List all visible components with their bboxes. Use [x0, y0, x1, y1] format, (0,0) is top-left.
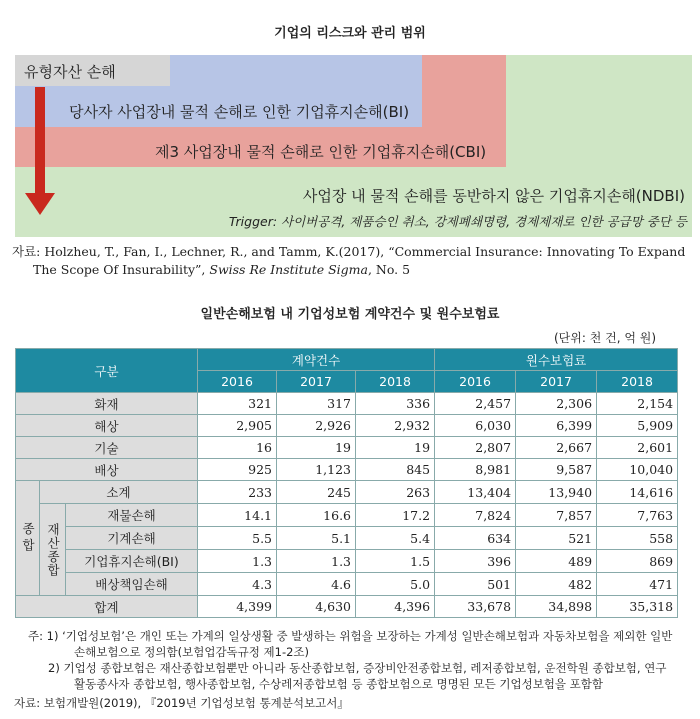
note-2-line-2: 활동종사자 종합보험, 행사종합보험, 수상레저종합보험 등 종합보험으로 명명된 모든 기업성보험을 포함함	[74, 677, 604, 691]
source-line-2: The Scope Of Insurability”, Swiss Re Institute Sigma, No. 5	[33, 262, 411, 277]
row-label: 기계손해	[66, 527, 198, 550]
row-label: 화재	[16, 393, 198, 415]
source-citation	[12, 243, 685, 279]
row-label: 기업휴지손해(BI)	[66, 550, 198, 573]
header-year: 2018	[597, 371, 678, 393]
row-label: 배상	[16, 459, 198, 481]
table-source: 자료: 보험개발원(2019), 『2019년 기업성보험 통계분석보고서』	[14, 696, 349, 710]
arrow-head-icon	[25, 193, 55, 215]
band-bi-label: 당사자 사업장내 물적 손해로 인한 기업휴지손해(BI)	[69, 103, 410, 121]
note-2-line-1: 2) 기업성 종합보험은 재산종합보험뿐만 아니라 동산종합보험, 증장비안전종합보험, 레저종합보험, 운전학원 종합보험, 연구	[48, 661, 667, 675]
table-row-total: 합계 4,399 4,630 4,396 33,678 34,898 35,318	[16, 596, 678, 618]
row-label: 기술	[16, 437, 198, 459]
table-unit: (단위: 천 건, 억 원)	[553, 331, 656, 345]
table-row: 배상 925 1,123 845 8,981 9,587 10,040	[16, 459, 678, 481]
insurance-table	[15, 348, 678, 618]
table-row: 재산종합 재물손해 14.1 16.6 17.2 7,824 7,857 7,763	[16, 504, 678, 527]
band-tangible-label: 유형자산 손해	[24, 63, 116, 81]
header-contracts: 계약건수	[198, 349, 435, 371]
row-label: 배상책임손해	[66, 573, 198, 596]
table-row: 종합 소계 233 245 263 13,404 13,940 14,616	[16, 481, 678, 504]
band-cbi-label: 제3 사업장내 물적 손해로 인한 기업휴지손해(CBI)	[155, 143, 487, 161]
risk-scope-diagram	[15, 55, 692, 237]
row-label: 재물손해	[66, 504, 198, 527]
table-row: 화재 321 317 336 2,457 2,306 2,154	[16, 393, 678, 415]
header-year: 2018	[356, 371, 435, 393]
table-row: 기계손해 5.5 5.1 5.4 634 521 558	[16, 527, 678, 550]
note-1-line-1: 주: 1) ‘기업성보험’은 개인 또는 가계의 일상생활 중 발생하는 위험을 보장하는 가계성 일반손해보험과 자동차보험을 제외한 일반	[28, 629, 673, 643]
header-category: 구분	[16, 349, 198, 393]
footnotes	[28, 628, 672, 692]
row-label: 소계	[40, 481, 198, 504]
table-row: 기술 16 19 19 2,807 2,667 2,601	[16, 437, 678, 459]
band-ndbi-label: 사업장 내 물적 손해를 동반하지 않은 기업휴지손해(NDBI)	[302, 187, 685, 205]
property-label: 재산종합	[40, 504, 66, 596]
combined-label: 종합	[16, 481, 40, 596]
header-year: 2016	[198, 371, 277, 393]
note-1-line-2: 손해보험으로 정의함(보험업감독규정 제1-2조)	[74, 645, 310, 659]
row-label: 합계	[16, 596, 198, 618]
header-premiums: 원수보험료	[435, 349, 678, 371]
header-year: 2017	[277, 371, 356, 393]
header-year: 2016	[435, 371, 516, 393]
trigger-text: Trigger: 사이버공격, 제품승인 취소, 강제폐쇄명령, 경제제재로 인한 공급망 중단 등	[228, 214, 687, 229]
table-row: 기업휴지손해(BI) 1.3 1.3 1.5 396 489 869	[16, 550, 678, 573]
diagram-title: 기업의 리스크와 관리 범위	[274, 26, 426, 41]
header-year: 2017	[516, 371, 597, 393]
source-line-1: 자료: Holzheu, T., Fan, I., Lechner, R., and Tamm, K.(2017), “Commercial Insurance: Innovating To Expand	[12, 244, 686, 259]
table-row: 해상 2,905 2,926 2,932 6,030 6,399 5,909	[16, 415, 678, 437]
down-arrow-icon	[35, 87, 45, 194]
table-title: 일반손해보험 내 기업성보험 계약건수 및 원수보험료	[200, 307, 500, 322]
table-row: 배상책임손해 4.3 4.6 5.0 501 482 471	[16, 573, 678, 596]
row-label: 해상	[16, 415, 198, 437]
